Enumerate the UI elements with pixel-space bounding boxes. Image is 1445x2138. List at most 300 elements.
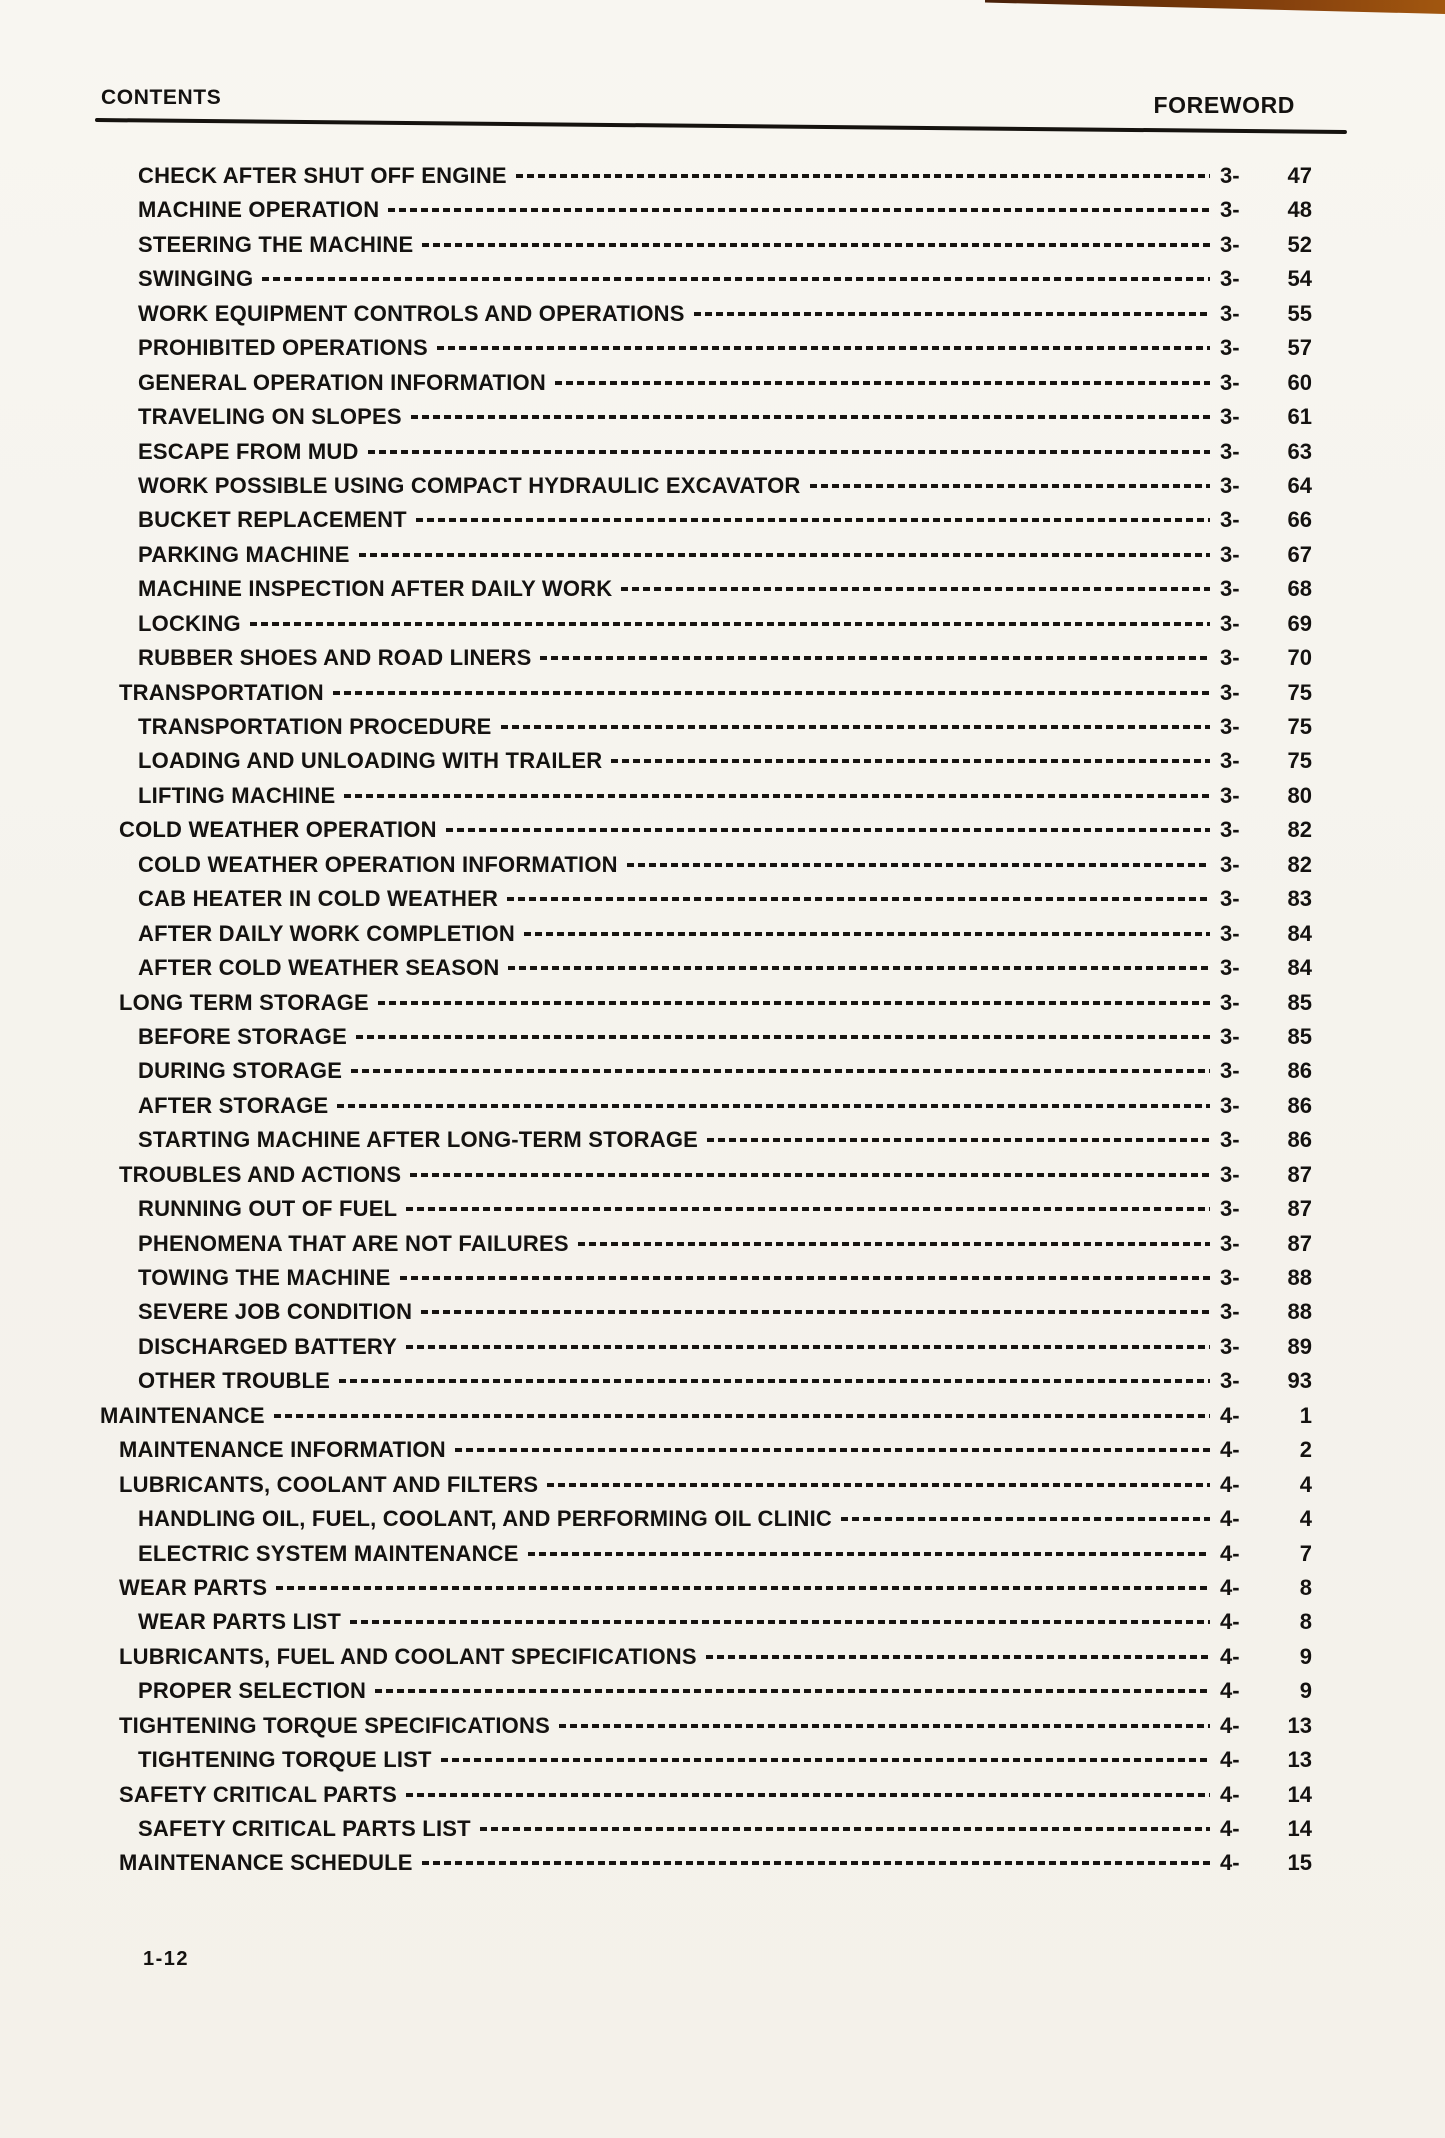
toc-entry-page bbox=[1220, 1506, 1312, 1532]
toc-entry-page bbox=[1220, 955, 1312, 981]
toc-entry-page bbox=[1220, 1127, 1312, 1153]
dotted-leader bbox=[406, 1345, 1210, 1349]
toc-entry-chapter-number: 3- bbox=[1220, 1023, 1240, 1049]
toc-entry-page bbox=[1220, 1678, 1312, 1704]
toc-entry-chapter-number: 3- bbox=[1220, 1161, 1240, 1187]
dotted-leader bbox=[507, 897, 1210, 901]
toc-entry-chapter-number: 4- bbox=[1220, 1643, 1240, 1669]
toc-entry-page-number: 87 bbox=[1287, 1196, 1312, 1222]
toc-entry-page bbox=[1220, 748, 1312, 774]
toc-entry-page-number: 57 bbox=[1287, 335, 1312, 361]
toc-entry bbox=[100, 1231, 1312, 1265]
toc-entry-label: MACHINE OPERATION bbox=[138, 197, 380, 223]
toc-entry-page-number: 85 bbox=[1287, 1023, 1312, 1049]
toc-entry bbox=[100, 1403, 1312, 1437]
toc-entry bbox=[100, 1437, 1312, 1471]
toc-entry bbox=[100, 990, 1312, 1024]
toc-entry-label: TIGHTENING TORQUE SPECIFICATIONS bbox=[119, 1712, 550, 1738]
toc-entry-label: SAFETY CRITICAL PARTS bbox=[119, 1781, 397, 1807]
toc-entry bbox=[100, 1265, 1312, 1299]
toc-entry-label: CHECK AFTER SHUT OFF ENGINE bbox=[138, 163, 507, 188]
toc-entry bbox=[100, 886, 1312, 920]
toc-entry-page-number: 13 bbox=[1287, 1712, 1312, 1738]
toc-entry-label: MAINTENANCE INFORMATION bbox=[119, 1437, 446, 1463]
toc-entry-chapter-number: 3- bbox=[1220, 197, 1240, 223]
toc-entry-label: OTHER TROUBLE bbox=[138, 1368, 331, 1394]
toc-entry-page bbox=[1220, 163, 1312, 189]
toc-entry bbox=[100, 266, 1312, 300]
toc-entry-label: LONG TERM STORAGE bbox=[119, 989, 369, 1015]
toc-entry-chapter-number: 3- bbox=[1220, 782, 1240, 808]
toc-entry bbox=[100, 748, 1312, 782]
dotted-leader bbox=[455, 1448, 1210, 1452]
dotted-leader bbox=[501, 725, 1210, 729]
toc-entry bbox=[100, 783, 1312, 817]
dotted-leader bbox=[262, 277, 1210, 281]
dotted-leader bbox=[351, 1069, 1210, 1073]
toc-entry-page-number: 83 bbox=[1287, 886, 1312, 912]
toc-entry bbox=[100, 197, 1312, 231]
toc-entry-chapter-number: 3- bbox=[1220, 335, 1240, 361]
toc-entry-label: DURING STORAGE bbox=[138, 1058, 343, 1084]
dotted-leader bbox=[344, 794, 1210, 798]
header-contents-label: CONTENTS bbox=[101, 86, 222, 109]
toc-entry-label: LOADING AND UNLOADING WITH TRAILER bbox=[138, 748, 603, 774]
toc-entry-page bbox=[1220, 1334, 1312, 1360]
dotted-leader bbox=[555, 381, 1210, 385]
toc-entry-page bbox=[1220, 1644, 1312, 1670]
toc-entry-page-number: 15 bbox=[1287, 1850, 1312, 1876]
toc-entry-page bbox=[1220, 921, 1312, 947]
toc-entry-page-number: 54 bbox=[1287, 266, 1312, 292]
toc-entry-page-number: 88 bbox=[1287, 1265, 1312, 1290]
toc-entry-chapter-number: 4- bbox=[1220, 1437, 1240, 1463]
toc-entry-chapter-number: 3- bbox=[1220, 1196, 1240, 1222]
toc-entry-chapter-number: 3- bbox=[1220, 1230, 1240, 1256]
dotted-leader bbox=[337, 1104, 1210, 1108]
toc-entry-label: WEAR PARTS bbox=[119, 1574, 268, 1600]
toc-entry bbox=[100, 1678, 1312, 1712]
toc-entry-chapter-number: 3- bbox=[1220, 851, 1240, 877]
toc-entry-page-number: 82 bbox=[1287, 851, 1312, 877]
toc-entry bbox=[100, 335, 1312, 369]
toc-entry-page bbox=[1220, 1713, 1312, 1739]
toc-entry-page-number: 66 bbox=[1287, 507, 1312, 533]
toc-entry-page-number: 69 bbox=[1287, 610, 1312, 636]
toc-entry-page-number: 47 bbox=[1287, 163, 1312, 188]
toc-entry-page bbox=[1220, 817, 1312, 843]
toc-entry-page bbox=[1220, 680, 1312, 706]
toc-entry-label: PARKING MACHINE bbox=[138, 541, 350, 567]
dotted-leader bbox=[411, 415, 1210, 419]
dotted-leader bbox=[547, 1483, 1210, 1487]
dotted-leader bbox=[441, 1758, 1210, 1762]
toc-entry bbox=[100, 1093, 1312, 1127]
toc-entry-page-number: 86 bbox=[1287, 1092, 1312, 1118]
dotted-leader bbox=[516, 174, 1210, 178]
toc-entry-chapter-number: 4- bbox=[1220, 1506, 1240, 1532]
toc-entry-chapter-number: 3- bbox=[1220, 369, 1240, 395]
toc-entry-page bbox=[1220, 507, 1312, 533]
toc-entry-page-number: 84 bbox=[1287, 955, 1312, 981]
dotted-leader bbox=[706, 1655, 1210, 1659]
toc-entry-label: PROPER SELECTION bbox=[138, 1678, 367, 1704]
toc-entry-page-number: 75 bbox=[1287, 714, 1312, 739]
toc-entry bbox=[100, 1058, 1312, 1092]
toc-entry-page bbox=[1220, 576, 1312, 602]
toc-entry-page bbox=[1220, 1265, 1312, 1291]
toc-entry-chapter-number: 3- bbox=[1220, 679, 1240, 705]
dotted-leader bbox=[368, 450, 1210, 454]
toc-entry bbox=[100, 714, 1312, 748]
toc-entry-page bbox=[1220, 1575, 1312, 1601]
toc-entry-chapter-number: 4- bbox=[1220, 1540, 1240, 1566]
dotted-leader bbox=[480, 1827, 1210, 1831]
toc-entry bbox=[100, 1472, 1312, 1506]
toc-entry-page bbox=[1220, 404, 1312, 430]
toc-entry-page-number: 13 bbox=[1287, 1747, 1312, 1773]
toc-entry bbox=[100, 1506, 1312, 1540]
toc-entry bbox=[100, 1541, 1312, 1575]
toc-entry-page-number: 14 bbox=[1287, 1781, 1312, 1807]
toc-entry-page-number: 4 bbox=[1299, 1471, 1312, 1497]
toc-entry-label: DISCHARGED BATTERY bbox=[138, 1333, 398, 1359]
toc-entry-label: TROUBLES AND ACTIONS bbox=[119, 1161, 402, 1187]
toc-entry-page-number: 1 bbox=[1299, 1402, 1312, 1428]
toc-entry-page bbox=[1220, 473, 1312, 499]
toc-entry bbox=[100, 1162, 1312, 1196]
toc-entry-page-number: 93 bbox=[1287, 1368, 1312, 1394]
toc-entry bbox=[100, 301, 1312, 335]
toc-entry-page-number: 14 bbox=[1287, 1816, 1312, 1841]
toc-entry-page-number: 7 bbox=[1299, 1540, 1312, 1566]
toc-entry-label: ESCAPE FROM MUD bbox=[138, 438, 359, 464]
toc-entry-chapter-number: 4- bbox=[1220, 1609, 1240, 1635]
toc-entry-page bbox=[1220, 1231, 1312, 1257]
toc-entry bbox=[100, 1609, 1312, 1643]
toc-entry-label: WEAR PARTS LIST bbox=[138, 1609, 342, 1635]
toc-entry bbox=[100, 1782, 1312, 1816]
toc-entry-chapter-number: 3- bbox=[1220, 989, 1240, 1015]
toc-entry-chapter-number: 3- bbox=[1220, 1092, 1240, 1118]
toc-entry bbox=[100, 370, 1312, 404]
toc-entry-page bbox=[1220, 990, 1312, 1016]
dotted-leader bbox=[388, 208, 1210, 212]
toc-entry-page bbox=[1220, 232, 1312, 258]
toc-entry-label: COLD WEATHER OPERATION bbox=[119, 817, 437, 843]
dotted-leader bbox=[406, 1207, 1210, 1211]
toc-entry-label: HANDLING OIL, FUEL, COOLANT, AND PERFORMING OIL CLINIC bbox=[138, 1506, 833, 1532]
toc-entry-page-number: 87 bbox=[1287, 1230, 1312, 1256]
toc-entry-page-number: 4 bbox=[1299, 1506, 1312, 1532]
toc-entry-page-number: 63 bbox=[1287, 438, 1312, 464]
toc-entry-page-number: 75 bbox=[1287, 679, 1312, 705]
toc-entry-page bbox=[1220, 370, 1312, 396]
dotted-leader bbox=[508, 966, 1210, 970]
dotted-leader bbox=[416, 518, 1210, 522]
dotted-leader bbox=[524, 932, 1210, 936]
toc-entry-label: WORK POSSIBLE USING COMPACT HYDRAULIC EXCAVATOR bbox=[138, 472, 801, 498]
toc-entry-page-number: 82 bbox=[1287, 817, 1312, 843]
toc-entry-page bbox=[1220, 1368, 1312, 1394]
dotted-leader bbox=[559, 1724, 1210, 1728]
toc-entry-chapter-number: 3- bbox=[1220, 955, 1240, 981]
toc-entry-page bbox=[1220, 542, 1312, 568]
dotted-leader bbox=[274, 1414, 1210, 1418]
toc-entry-page-number: 9 bbox=[1299, 1643, 1312, 1669]
toc-entry-label: LOCKING bbox=[138, 610, 241, 636]
toc-entry bbox=[100, 611, 1312, 645]
toc-entry bbox=[100, 1575, 1312, 1609]
toc-entry-label: BUCKET REPLACEMENT bbox=[138, 507, 407, 533]
dotted-leader bbox=[578, 1242, 1210, 1246]
toc-entry-chapter-number: 3- bbox=[1220, 817, 1240, 843]
toc-entry-page-number: 88 bbox=[1287, 1299, 1312, 1325]
toc-entry-chapter-number: 3- bbox=[1220, 507, 1240, 533]
toc-entry-page-number: 61 bbox=[1287, 404, 1312, 430]
toc-entry-label: COLD WEATHER OPERATION INFORMATION bbox=[138, 851, 618, 877]
toc-entry bbox=[100, 542, 1312, 576]
toc-entry-page bbox=[1220, 266, 1312, 292]
toc-entry-chapter-number: 3- bbox=[1220, 886, 1240, 912]
dotted-leader bbox=[528, 1552, 1210, 1556]
dotted-leader bbox=[410, 1173, 1210, 1177]
toc-entry bbox=[100, 576, 1312, 610]
dotted-leader bbox=[841, 1517, 1210, 1521]
toc-entry-chapter-number: 4- bbox=[1220, 1850, 1240, 1876]
toc-entry-page-number: 70 bbox=[1287, 645, 1312, 671]
toc-entry-page-number: 60 bbox=[1287, 369, 1312, 395]
toc-entry-chapter-number: 3- bbox=[1220, 576, 1240, 602]
toc-entry-label: MAINTENANCE SCHEDULE bbox=[119, 1850, 413, 1876]
toc-entry-page bbox=[1220, 439, 1312, 465]
toc-entry-page-number: 84 bbox=[1287, 920, 1312, 946]
toc-entry-page-number: 55 bbox=[1287, 300, 1312, 326]
toc-entry-page bbox=[1220, 1850, 1312, 1876]
toc-list bbox=[100, 163, 1312, 1885]
toc-entry bbox=[100, 1334, 1312, 1368]
toc-entry bbox=[100, 645, 1312, 679]
toc-entry-page bbox=[1220, 1472, 1312, 1498]
toc-entry-label: ELECTRIC SYSTEM MAINTENANCE bbox=[138, 1540, 519, 1566]
dotted-leader bbox=[422, 243, 1210, 247]
dotted-leader bbox=[621, 587, 1210, 591]
toc-entry-page-number: 64 bbox=[1287, 472, 1312, 498]
toc-entry-page bbox=[1220, 611, 1312, 637]
dotted-leader bbox=[611, 759, 1210, 763]
toc-entry-chapter-number: 4- bbox=[1220, 1781, 1240, 1807]
toc-entry-page-number: 67 bbox=[1287, 541, 1312, 567]
toc-entry-label: LUBRICANTS, COOLANT AND FILTERS bbox=[119, 1471, 539, 1497]
toc-entry-label: STARTING MACHINE AFTER LONG-TERM STORAGE bbox=[138, 1127, 699, 1153]
toc-entry-label: AFTER DAILY WORK COMPLETION bbox=[138, 920, 515, 946]
toc-entry-chapter-number: 3- bbox=[1220, 920, 1240, 946]
toc-entry bbox=[100, 232, 1312, 266]
toc-entry bbox=[100, 1196, 1312, 1230]
toc-entry bbox=[100, 1816, 1312, 1850]
toc-entry-chapter-number: 4- bbox=[1220, 1402, 1240, 1428]
toc-entry-chapter-number: 3- bbox=[1220, 1127, 1240, 1153]
toc-entry-page bbox=[1220, 1747, 1312, 1773]
toc-entry bbox=[100, 1850, 1312, 1884]
toc-entry-page bbox=[1220, 1196, 1312, 1222]
toc-entry-page-number: 48 bbox=[1287, 197, 1312, 223]
toc-entry bbox=[100, 1368, 1312, 1402]
toc-entry-page bbox=[1220, 301, 1312, 327]
toc-entry-page bbox=[1220, 1024, 1312, 1050]
toc-entry-chapter-number: 4- bbox=[1220, 1678, 1240, 1704]
toc-entry-label: PROHIBITED OPERATIONS bbox=[138, 335, 428, 361]
toc-entry bbox=[100, 404, 1312, 438]
toc-entry-chapter-number: 3- bbox=[1220, 645, 1240, 671]
toc-entry-label: TRAVELING ON SLOPES bbox=[138, 404, 402, 430]
toc-entry-page-number: 2 bbox=[1299, 1437, 1312, 1463]
dotted-leader bbox=[694, 312, 1210, 316]
dotted-leader bbox=[276, 1586, 1210, 1590]
toc-entry bbox=[100, 1644, 1312, 1678]
toc-entry bbox=[100, 163, 1312, 197]
toc-entry-label: STEERING THE MACHINE bbox=[138, 231, 414, 257]
toc-entry-page-number: 85 bbox=[1287, 989, 1312, 1015]
toc-entry-page bbox=[1220, 1816, 1312, 1842]
toc-entry-label: SEVERE JOB CONDITION bbox=[138, 1299, 413, 1325]
toc-entry bbox=[100, 1024, 1312, 1058]
toc-entry-chapter-number: 3- bbox=[1220, 1058, 1240, 1084]
toc-entry-chapter-number: 3- bbox=[1220, 714, 1240, 739]
toc-entry-page-number: 8 bbox=[1299, 1609, 1312, 1635]
toc-entry bbox=[100, 680, 1312, 714]
toc-entry-chapter-number: 4- bbox=[1220, 1471, 1240, 1497]
toc-entry-chapter-number: 3- bbox=[1220, 1368, 1240, 1394]
dotted-leader bbox=[356, 1035, 1210, 1039]
toc-entry-page bbox=[1220, 886, 1312, 912]
toc-entry-label: LIFTING MACHINE bbox=[138, 782, 336, 808]
toc-entry bbox=[100, 852, 1312, 886]
dotted-leader bbox=[250, 622, 1210, 626]
header-foreword-label: FOREWORD bbox=[1153, 92, 1295, 118]
dotted-leader bbox=[421, 1310, 1210, 1314]
toc-entry-chapter-number: 3- bbox=[1220, 610, 1240, 636]
toc-entry-chapter-number: 3- bbox=[1220, 266, 1240, 292]
toc-entry-page bbox=[1220, 1403, 1312, 1429]
toc-entry-page bbox=[1220, 335, 1312, 361]
toc-entry-page-number: 75 bbox=[1287, 748, 1312, 774]
dotted-leader bbox=[339, 1379, 1210, 1383]
toc-entry-page bbox=[1220, 1162, 1312, 1188]
dotted-leader bbox=[359, 553, 1210, 557]
dotted-leader bbox=[810, 484, 1211, 488]
toc-entry-label: SAFETY CRITICAL PARTS LIST bbox=[138, 1816, 471, 1841]
toc-entry-chapter-number: 3- bbox=[1220, 472, 1240, 498]
toc-entry-page bbox=[1220, 1093, 1312, 1119]
header-rule bbox=[95, 118, 1347, 134]
toc-entry-label: PHENOMENA THAT ARE NOT FAILURES bbox=[138, 1230, 569, 1256]
toc-entry bbox=[100, 817, 1312, 851]
toc-entry-page bbox=[1220, 783, 1312, 809]
toc-entry-page-number: 89 bbox=[1287, 1333, 1312, 1359]
toc-entry-label: LUBRICANTS, FUEL AND COOLANT SPECIFICATIONS bbox=[119, 1643, 697, 1669]
toc-entry-label: WORK EQUIPMENT CONTROLS AND OPERATIONS bbox=[138, 300, 685, 326]
dotted-leader bbox=[627, 863, 1210, 867]
toc-entry-chapter-number: 3- bbox=[1220, 748, 1240, 774]
toc-entry-label: BEFORE STORAGE bbox=[138, 1023, 347, 1049]
toc-entry bbox=[100, 507, 1312, 541]
toc-entry-page-number: 86 bbox=[1287, 1127, 1312, 1153]
dotted-leader bbox=[540, 656, 1210, 660]
toc-entry bbox=[100, 955, 1312, 989]
toc-entry bbox=[100, 439, 1312, 473]
toc-entry-page-number: 68 bbox=[1287, 576, 1312, 602]
toc-entry-chapter-number: 3- bbox=[1220, 163, 1240, 188]
toc-entry-label: TRANSPORTATION PROCEDURE bbox=[138, 714, 492, 739]
toc-entry-page bbox=[1220, 714, 1312, 740]
footer-page-number: 1-12 bbox=[143, 1948, 190, 1970]
toc-entry-page-number: 87 bbox=[1287, 1161, 1312, 1187]
toc-entry-label: MAINTENANCE bbox=[100, 1402, 265, 1428]
toc-entry-chapter-number: 4- bbox=[1220, 1712, 1240, 1738]
toc-entry-label: TRANSPORTATION bbox=[119, 679, 324, 705]
toc-entry-label: SWINGING bbox=[138, 266, 254, 292]
toc-entry-page-number: 80 bbox=[1287, 782, 1312, 808]
toc-entry-page bbox=[1220, 1541, 1312, 1567]
toc-entry-chapter-number: 4- bbox=[1220, 1747, 1240, 1773]
dotted-leader bbox=[378, 1001, 1210, 1005]
toc-entry-page bbox=[1220, 1437, 1312, 1463]
toc-entry-page bbox=[1220, 197, 1312, 223]
toc-entry-label: GENERAL OPERATION INFORMATION bbox=[138, 369, 546, 395]
toc-entry-page bbox=[1220, 1299, 1312, 1325]
toc-entry-chapter-number: 3- bbox=[1220, 404, 1240, 430]
toc-entry-page-number: 86 bbox=[1287, 1058, 1312, 1084]
toc-entry-chapter-number: 3- bbox=[1220, 1265, 1240, 1290]
dotted-leader bbox=[406, 1793, 1210, 1797]
toc-entry bbox=[100, 1299, 1312, 1333]
dotted-leader bbox=[375, 1689, 1210, 1693]
toc-entry-page-number: 8 bbox=[1299, 1574, 1312, 1600]
toc-entry-chapter-number: 3- bbox=[1220, 541, 1240, 567]
toc-entry-label: RUNNING OUT OF FUEL bbox=[138, 1196, 398, 1222]
toc-entry-page-number: 9 bbox=[1299, 1678, 1312, 1704]
toc-entry-chapter-number: 4- bbox=[1220, 1816, 1240, 1841]
dotted-leader bbox=[707, 1138, 1210, 1142]
dotted-leader bbox=[437, 346, 1210, 350]
toc-entry-page bbox=[1220, 1058, 1312, 1084]
toc-entry-label: CAB HEATER IN COLD WEATHER bbox=[138, 886, 499, 912]
toc-entry-label: AFTER STORAGE bbox=[138, 1092, 329, 1118]
toc-entry-page bbox=[1220, 852, 1312, 878]
toc-entry bbox=[100, 1713, 1312, 1747]
toc-entry-page bbox=[1220, 1609, 1312, 1635]
toc-entry-label: TIGHTENING TORQUE LIST bbox=[138, 1747, 432, 1773]
toc-entry-label: TOWING THE MACHINE bbox=[138, 1265, 391, 1290]
toc-entry-page bbox=[1220, 645, 1312, 671]
toc-entry bbox=[100, 1747, 1312, 1781]
dotted-leader bbox=[400, 1276, 1210, 1280]
toc-entry-chapter-number: 3- bbox=[1220, 1299, 1240, 1325]
toc-entry bbox=[100, 1127, 1312, 1161]
toc-entry-page-number: 52 bbox=[1287, 231, 1312, 257]
toc-entry-label: MACHINE INSPECTION AFTER DAILY WORK bbox=[138, 576, 613, 602]
toc-entry-label: AFTER COLD WEATHER SEASON bbox=[138, 955, 500, 981]
toc-entry-page bbox=[1220, 1782, 1312, 1808]
dotted-leader bbox=[333, 691, 1210, 695]
toc-entry-chapter-number: 3- bbox=[1220, 300, 1240, 326]
toc-entry bbox=[100, 921, 1312, 955]
dotted-leader bbox=[446, 828, 1210, 832]
dotted-leader bbox=[350, 1620, 1210, 1624]
toc-entry-chapter-number: 3- bbox=[1220, 231, 1240, 257]
toc-entry-chapter-number: 4- bbox=[1220, 1574, 1240, 1600]
